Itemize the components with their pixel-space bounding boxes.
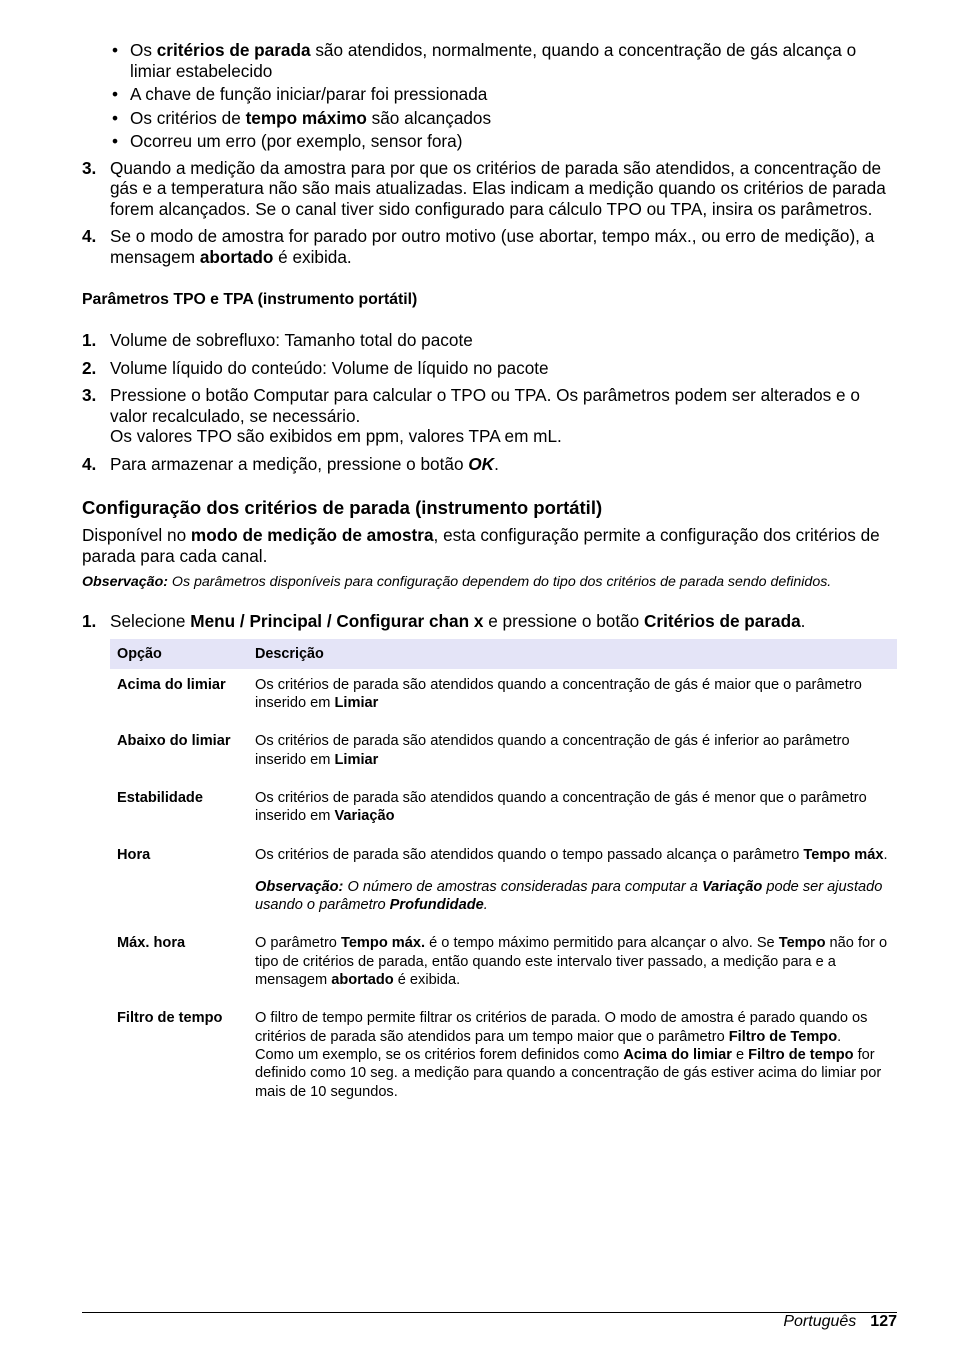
description-cell: O parâmetro Tempo máx. é o tempo máximo permitido para alcançar o alvo. Se Tempo não for o tipo de critérios de parada, então quando este intervalo tiver passado, a medição para e a mensagem abortado é exibida. <box>255 935 888 989</box>
description-cell: Os critérios de parada são atendidos quando a concentração de gás é maior que o parâmetro inserido em Limiar <box>255 676 862 712</box>
description-cell: Os critérios de parada são atendidos quando a concentração de gás é inferior ao parâmetro inserido em Limiar <box>255 733 850 768</box>
page-content <box>82 40 897 1114</box>
option-cell: Estabilidade <box>117 789 203 806</box>
table-row <box>110 839 897 928</box>
description-cell: O filtro de tempo permite filtrar os critérios de parada. O modo de amostra é parado quando os critérios de parada são atendidos para um tempo maior que o parâmetro Filtro de Tempo. Como um exemplo, se os critérios forem definidos como Acima do limiar e Filtro de tempo for definido como 10 seg. a medição para quando a concentração de gás estiver acima do limiar por mais de 10 segundos. <box>255 1010 882 1100</box>
bullet-list <box>82 40 897 152</box>
footer-language: Português <box>783 1313 857 1330</box>
table-row <box>110 782 897 839</box>
list-item: • Ocorreu um erro (por exemplo, sensor fora) <box>82 131 897 152</box>
note: Observação: Os parâmetros disponíveis para configuração dependem do tipo dos critérios de parada sendo definidos. <box>82 574 832 590</box>
list-item: 1. Volume de sobrefluxo: Tamanho total do pacote <box>82 330 473 350</box>
option-cell: Hora <box>117 846 151 863</box>
option-cell: Abaixo do limiar <box>117 733 231 750</box>
column-header-option: Opção <box>110 639 248 669</box>
options-table <box>110 639 897 1114</box>
step-list-b <box>82 330 897 474</box>
table-header-row <box>110 639 897 669</box>
description-cell: Os critérios de parada são atendidos quando o tempo passado alcança o parâmetro Tempo máx. Observação: O número de amostras consideradas para computar a Variação pode ser ajustado usando o parâmetro Profundidade. <box>248 839 897 928</box>
page-footer <box>783 1313 897 1331</box>
section-title: Configuração dos critérios de parada (instrumento portátil) <box>82 497 603 518</box>
step-list-c <box>82 611 897 632</box>
list-item: • Os critérios de tempo máximo são alcançados <box>82 108 897 129</box>
list-item: 4. Se o modo de amostra for parado por outro motivo (use abortar, tempo máx., ou erro de medição), a mensagem abortado é exibida. <box>82 226 875 267</box>
description-cell: Os critérios de parada são atendidos quando a concentração de gás é menor que o parâmetro inserido em Variação <box>255 789 867 825</box>
list-item: 1. Selecione Menu / Principal / Configurar chan x e pressione o botão Critérios de parada. <box>82 611 806 631</box>
step-list-a <box>82 158 897 268</box>
footer-divider <box>82 1312 897 1313</box>
list-item: 2. Volume líquido do conteúdo: Volume de líquido no pacote <box>82 357 549 378</box>
table-row <box>110 669 897 726</box>
column-header-description: Descrição <box>248 639 897 669</box>
subheading: Parâmetros TPO e TPA (instrumento portátil) <box>82 291 418 308</box>
option-cell: Máx. hora <box>117 935 186 952</box>
table-row <box>110 725 897 782</box>
table-row <box>110 1002 897 1113</box>
cell-note: Observação: O número de amostras consideradas para computar a Variação pode ser ajustado usando o parâmetro Profundidade. <box>255 878 883 914</box>
list-item: • A chave de função iniciar/parar foi pressionada <box>82 84 897 105</box>
option-cell: Acima do limiar <box>117 676 226 693</box>
intro-paragraph: Disponível no modo de medição de amostra, esta configuração permite a configuração dos critérios de parada para cada canal. <box>82 525 880 566</box>
table-row <box>110 927 897 1002</box>
option-cell: Filtro de tempo <box>117 1010 223 1027</box>
page-number: 127 <box>870 1313 897 1330</box>
list-item: • Os critérios de parada são atendidos, normalmente, quando a concentração de gás alcança o limiar estabelecido <box>82 40 897 81</box>
list-item: 3. Quando a medição da amostra para por que os critérios de parada são atendidos, a concentração de gás e a temperatura não são mais atualizadas. Elas indicam a medição quando os critérios de parada forem alcançados. Se o canal tiver sido configurado para cálculo TPO ou TPA, insira os parâmetros. <box>82 157 886 219</box>
list-item: 4. Para armazenar a medição, pressione o botão OK. <box>82 453 499 474</box>
list-item: 3. Pressione o botão Computar para calcular o TPO ou TPA. Os parâmetros podem ser alterados e o valor recalculado, se necessário. Os valores TPO são exibidos em ppm, valores TPA em mL. <box>82 385 860 446</box>
